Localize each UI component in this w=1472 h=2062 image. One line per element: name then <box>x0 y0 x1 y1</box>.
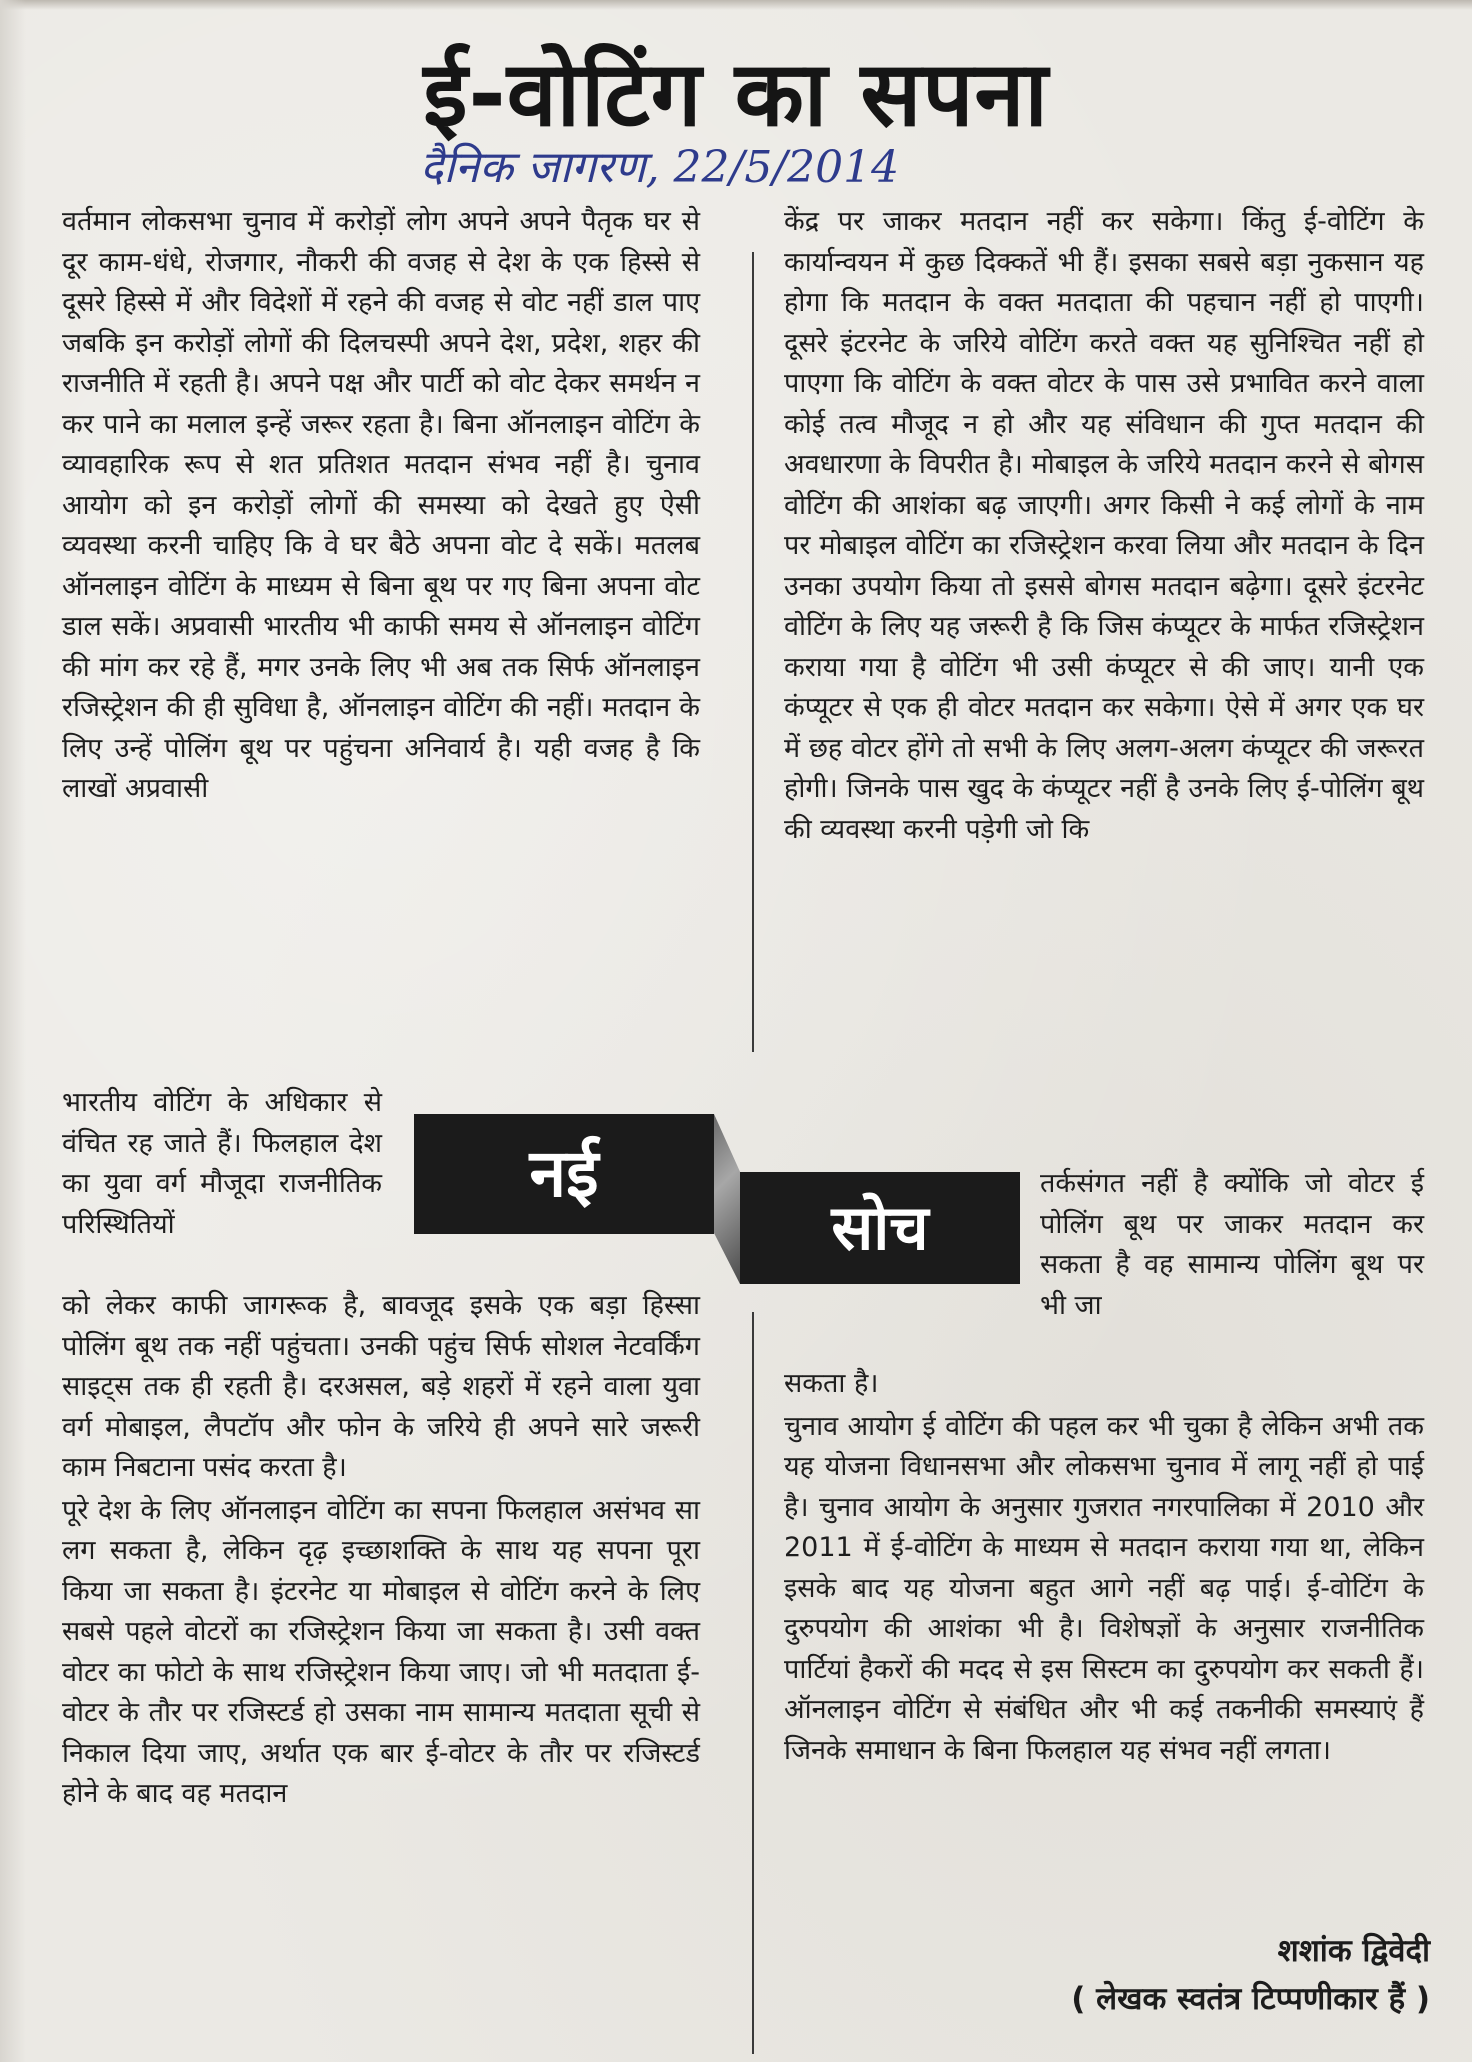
paragraph: तर्कसंगत नहीं है क्योंकि जो वोटर ई पोलिंग बूथ पर जाकर मतदान कर सकता है वह सामान्य पोलिंग बूथ पर भी जा <box>1040 1168 1424 1321</box>
paragraph: वर्तमान लोकसभा चुनाव में करोड़ों लोग अपने अपने पैतृक घर से दूर काम-धंधे, रोजगार, नौकरी की वजह से देश के एक हिस्से से दूसरे हिस्से में और विदेशों में रहने की वजह से वोट नहीं डाल पाए जबकि इन करोड़ों लोगों की दिलचस्पी अपने देश, प्रदेश, शहर की राजनीति में रहती है। अपने पक्ष और पार्टी को वोट देकर समर्थन न कर पाने का मलाल इन्हें जरूर रहता है। बिना ऑनलाइन वोटिंग के व्यावहारिक रूप से शत प्रतिशत मतदान संभव नहीं है। चुनाव आयोग को इन करोड़ों लोगों की समस्या को देखते हुए ऐसी व्यवस्था करनी चाहिए कि वे घर बैठे अपना वोट दे सकें। मतलब ऑनलाइन वोटिंग के माध्यम से बिना बूथ पर गए बिना अपना वोट डाल सकें। अप्रवासी भारतीय भी काफी समय से ऑनलाइन वोटिंग की मांग कर रहे हैं, मगर उनके लिए भी अब तक सिर्फ ऑनलाइन रजिस्ट्रेशन की ही सुविधा है, ऑनलाइन वोटिंग की नहीं। मतदान के लिए उन्हें पोलिंग बूथ पर पहुंचना अनिवार्य है। यही वजह है कि लाखों अप्रवासी <box>62 206 700 804</box>
right-column-bottom <box>784 1364 1424 1771</box>
paragraph: पूरे देश के लिए ऑनलाइन वोटिंग का सपना फिलहाल असंभव सा लग सकता है, लेकिन दृढ़ इच्छाशक्ति के साथ यह सपना पूरा किया जा सकता है। इंटरनेट या मोबाइल से वोटिंग करने के लिए सबसे पहले वोटरों का रजिस्ट्रेशन किया जा सकता है। उसी वक्त वोटर का फोटो के साथ रजिस्ट्रेशन किया जाए। जो भी मतदाता ई-वोटर के तौर पर रजिस्टर्ड हो उसका नाम सामान्य मतदाता सूची से निकाल दिया जाए, अर्थात एक बार ई-वोटर के तौर पर रजिस्टर्ड होने के बाद वह मतदान <box>62 1494 700 1809</box>
paragraph: चुनाव आयोग ई वोटिंग की पहल कर भी चुका है लेकिन अभी तक यह योजना विधानसभा और लोकसभा चुनाव में लागू नहीं हो पाई है। चुनाव आयोग के अनुसार गुजरात नगरपालिका में 2010 और 2011 में ई-वोटिंग के माध्यम से मतदान कराया गया था, लेकिन इसके बाद यह योजना बहुत आगे नहीं बढ़ पाई। ई-वोटिंग के दुरुपयोग की आशंका भी है। विशेषज्ञों के अनुसार राजनीतिक पार्टियां हैकरों की मदद से इस सिस्टम का दुरुपयोग कर सकती हैं। ऑनलाइन वोटिंग से संबंधित और भी कई तकनीकी समस्याएं हैं जिनके समाधान के बिना फिलहाल यह संभव नहीं लगता। <box>784 1410 1424 1766</box>
pull-panel-soch: सोच <box>740 1172 1020 1284</box>
paragraph: केंद्र पर जाकर मतदान नहीं कर सकेगा। किंतु ई-वोटिंग के कार्यान्वयन में कुछ दिक्कतें भी हैं। इसका सबसे बड़ा नुकसान यह होगा कि मतदान के वक्त मतदाता की पहचान नहीं हो पाएगी। दूसरे इंटरनेट के जरिये वोटिंग करते वक्त यह सुनिश्चित नहीं हो पाएगा कि वोटिंग के वक्त वोटर के पास उसे प्रभावित करने वाला कोई तत्व मौजूद न हो और यह संविधान की गुप्त मतदान की अवधारणा के विपरीत है। मोबाइल के जरिये मतदान करने से बोगस वोटिंग की आशंका बढ़ जाएगी। अगर किसी ने कई लोगों के नाम पर मोबाइल वोटिंग का रजिस्ट्रेशन करवा लिया और मतदान के दिन उनका उपयोग किया तो इससे बोगस मतदान बढ़ेगा। दूसरे इंटरनेट वोटिंग के लिए यह जरूरी है कि जिस कंप्यूटर के मार्फत रजिस्ट्रेशन कराया गया है वोटिंग भी उसी कंप्यूटर से की जाए। यानी एक कंप्यूटर से एक ही वोटर मतदान कर सकेगा। ऐसे में अगर एक घर में छह वोटर होंगे तो सभी के लिए अलग-अलग कंप्यूटर की जरूरत होगी। जिनके पास खुद के कंप्यूटर नहीं है उनके लिए ई-पोलिंग बूथ की व्यवस्था करनी पड़ेगी जो कि <box>784 206 1424 845</box>
column-divider <box>752 1312 754 2054</box>
paragraph: भारतीय वोटिंग के अधिकार से वंचित रह जाते हैं। फिलहाल देश का युवा वर्ग मौजूदा राजनीतिक परिस्थितियों <box>62 1087 382 1240</box>
left-column-bottom <box>62 1286 700 1815</box>
scan-top-shadow <box>0 0 1472 10</box>
author-name: शशांक द्विवेदी <box>1277 1933 1430 1969</box>
left-column-wrap <box>62 1083 382 1245</box>
left-column-top <box>62 202 700 810</box>
author-note: ( लेखक स्वतंत्र टिप्पणीकार हैं ) <box>1071 1981 1430 2017</box>
paragraph: को लेकर काफी जागरूक है, बावजूद इसके एक बड़ा हिस्सा पोलिंग बूथ तक नहीं पहुंचता। उनकी पहुंच सिर्फ सोशल नेटवर्किंग साइट्स तक ही रहती है। दरअसल, बड़े शहरों में रहने वाला युवा वर्ग मोबाइल, लैपटॉप और फोन के जरिये ही अपने सारे जरूरी काम निबटाना पसंद करता है। <box>62 1290 700 1483</box>
headline: ई-वोटिंग का सपना <box>423 42 1049 147</box>
paragraph: सकता है। <box>784 1368 879 1399</box>
right-column-top <box>784 202 1424 850</box>
pull-panel-connector <box>714 1114 740 1284</box>
column-divider <box>752 252 754 1052</box>
pull-panel-nayi: नई <box>414 1114 714 1234</box>
right-column-wrap <box>1040 1164 1424 1326</box>
handwritten-source-note: दैनिक जागरण, 22/5/2014 <box>420 142 900 193</box>
scan-edge-shadow <box>0 0 26 2062</box>
